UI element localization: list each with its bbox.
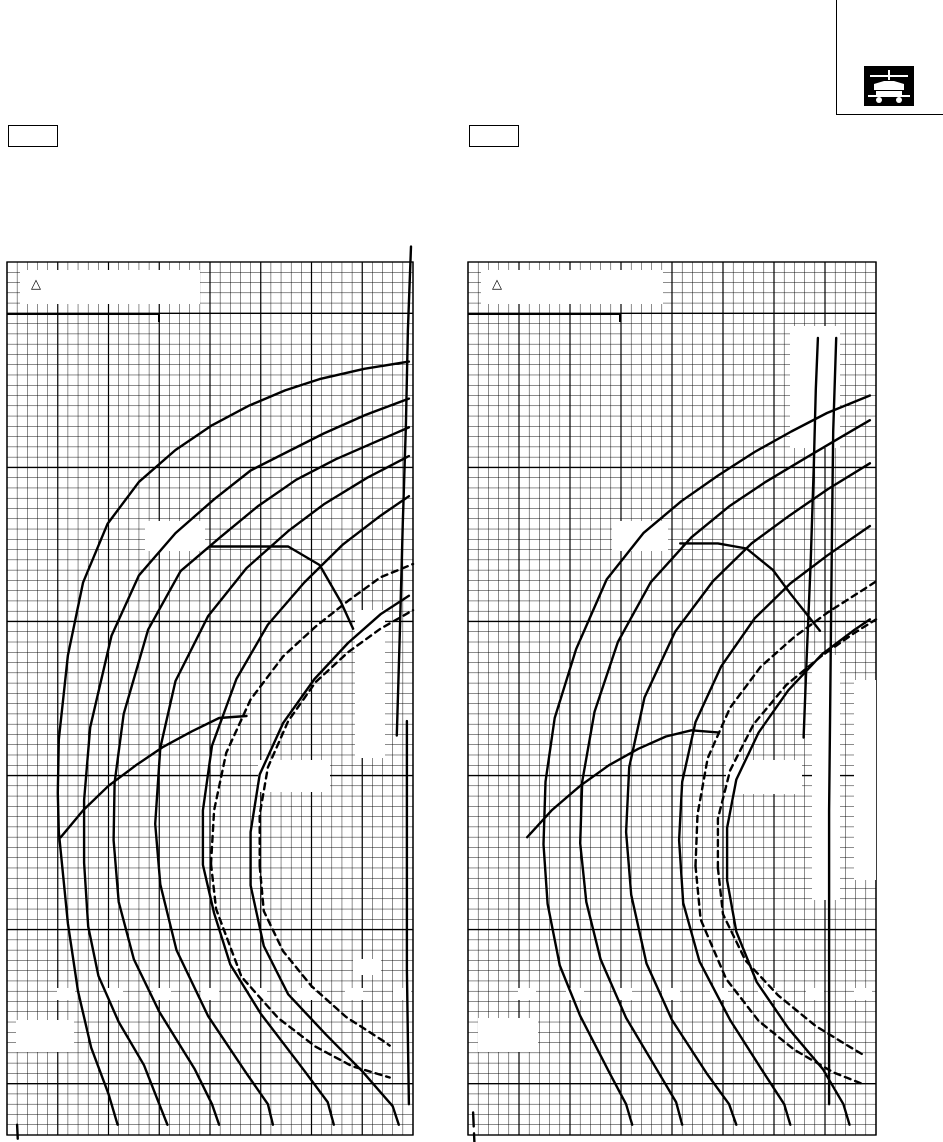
curve-label-slot	[345, 988, 363, 1000]
label-box	[481, 270, 663, 304]
curve-label-slot	[57, 988, 75, 1000]
series-line-8	[718, 619, 876, 868]
label-box	[812, 655, 840, 900]
label-box	[478, 1018, 538, 1052]
series-line-15	[407, 721, 409, 1104]
curve-label-slot	[153, 988, 171, 1000]
series-line-7	[251, 596, 409, 1125]
label-box	[20, 270, 200, 304]
series-line-1	[473, 1112, 580, 1142]
series-line-10	[718, 868, 862, 1054]
series-line-9	[260, 610, 413, 866]
series-line-11	[260, 866, 390, 1046]
series-line-3	[84, 399, 409, 1125]
label-box	[854, 680, 876, 880]
label-box	[145, 521, 205, 551]
curve-label-slot	[518, 988, 536, 1000]
curve-label-slot	[854, 988, 872, 1000]
series-line-14	[397, 247, 411, 736]
curve-label-slot	[201, 988, 219, 1000]
label-box	[16, 1020, 74, 1052]
curve-label-slot	[297, 988, 315, 1000]
delta-marker: △	[492, 277, 502, 292]
curve-label-slot	[806, 988, 824, 1000]
series-line-12	[680, 543, 820, 630]
delta-marker: △	[31, 277, 41, 292]
label-box	[353, 959, 381, 975]
curve-label-slot	[662, 988, 680, 1000]
